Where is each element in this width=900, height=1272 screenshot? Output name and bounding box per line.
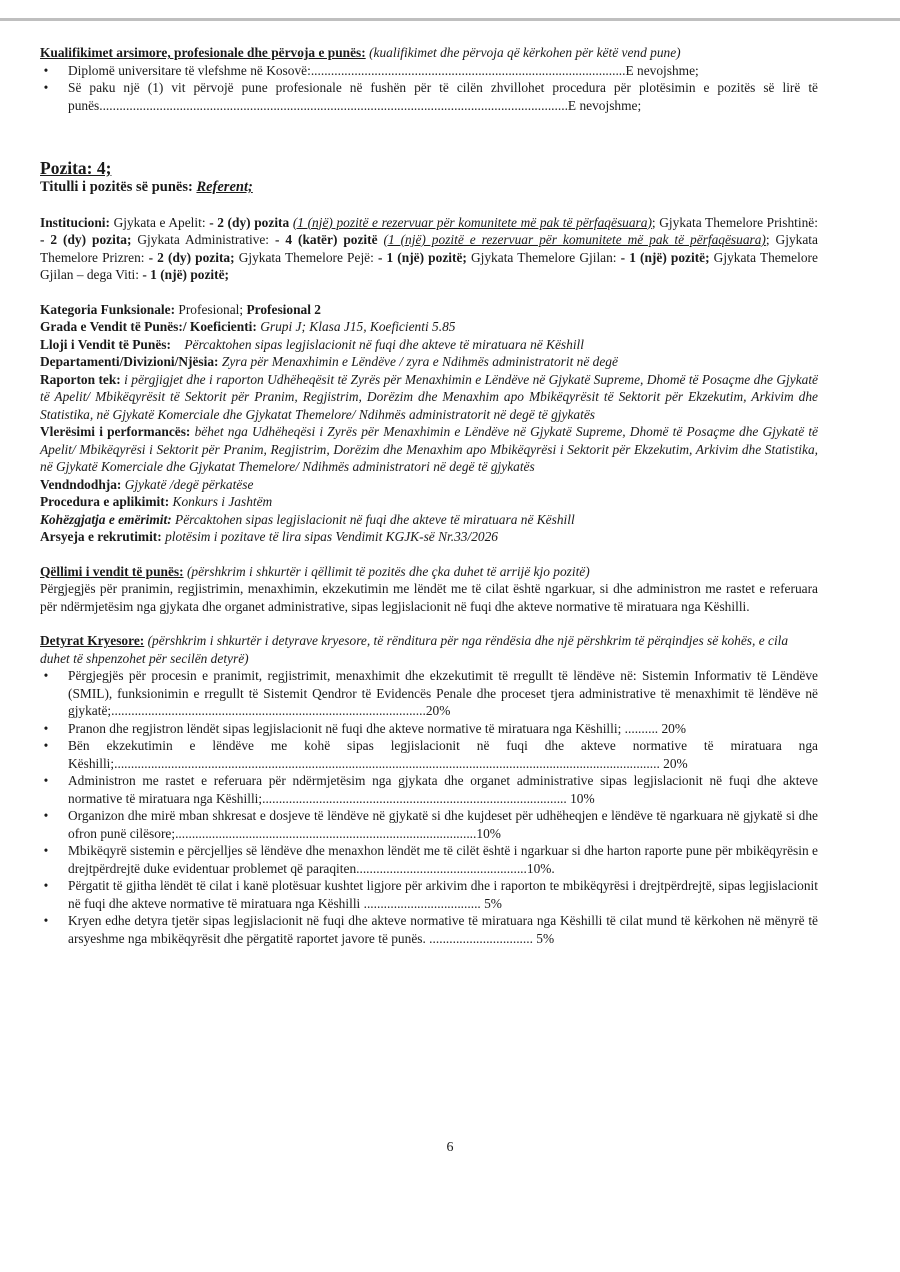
list-item: • Pranon dhe regjistron lëndët sipas legjislacionit në fuqi dhe akteve normative të miratuara nga Këshilli; .......... 20% xyxy=(40,720,818,738)
reason-line: Arsyeja e rekrutimit: plotësim i pozitave të lira sipas Vendimit KGJK-së Nr.33/2026 xyxy=(40,529,498,544)
bullet-icon: • xyxy=(43,878,49,893)
position-number: Pozita: 4; xyxy=(40,158,112,178)
bullet-icon: • xyxy=(43,668,49,683)
institution-paragraph: Institucioni: Gjykata e Apelit: - 2 (dy) pozita (1 (një) pozitë e rezervuar për komunitete më pak të përfaqësuara); Gjykata Themelore Prishtinë: - 2 (dy) pozita; Gjykata Administrative: - 4 (katër) pozitë (1 (një) pozitë e rezervuar për komunitete më pak të përfaqësuara); Gjykata Themelore Prizren: - 2 (dy) pozita; Gjykata Themelore Pejë: - 1 (një) pozitë; Gjykata Themelore Gjilan: - 1 (një) pozitë; Gjykata Themelore Gjilan – dega Viti: - 1 (një) pozitë; xyxy=(40,214,818,282)
list-item: • Diplomë universitare të vlefshme në Kosovë:..............................................................................................E nevojshme; xyxy=(40,62,818,80)
bullet-icon: • xyxy=(43,62,49,78)
list-item: • Së paku një (1) vit përvojë pune profesionale në fushën për të cilën zhvillohet procedura për plotësimin e pozitës së lirë të punës............................................................................................................................................E nevojshme; xyxy=(40,79,818,114)
department-line: Departamenti/Divizioni/Njësia: Zyra për Menaxhimin e Lëndëve / zyra e Ndihmës administratorit në degë xyxy=(40,354,618,369)
duties-list xyxy=(40,667,818,947)
position-title: Titulli i pozitës së punës: Referent; xyxy=(40,179,253,195)
job-type-line: Lloji i Vendit të Punës: Përcaktohen sipas legjislacionit në fuqi dhe akteve të miratuara në Këshill xyxy=(40,336,584,352)
list-item: • Përgjegjës për procesin e pranimit, regjistrimit, menaxhimit dhe ekzekutimit të rregullt të lëndëve në: Sistemin Informativ të Lëndëve (SMIL), funksionimin e rregullt të Sistemit Qendror të Evidencës Penale dhe proceset tjera administrative të menaxhimit të lëndëve në gjykatë;..............................................................................................20% xyxy=(40,667,818,720)
purpose-heading: Qëllimi i vendit të punës: (përshkrim i shkurtër i qëllimit të pozitës dhe çka duhet të arrijë kjo pozitë) xyxy=(40,563,590,579)
bullet-icon: • xyxy=(43,843,49,858)
qualifications-heading: Kualifikimet arsimore, profesionale dhe përvoja e punës: (kualifikimet dhe përvoja që kërkohen për këtë vend pune) xyxy=(40,45,681,60)
grade-line: Grada e Vendit të Punës:/ Koeficienti: Grupi J; Klasa J15, Koeficienti 5.85 xyxy=(40,319,456,334)
page-content xyxy=(40,44,818,947)
duties-heading: Detyrat Kryesore: (përshkrim i shkurtër i detyrave kryesore, të rënditura për nga rëndësia dhe një përshkrim të përqindjes së kohës, e cila duhet të shpenzohet për secilën detyrë) xyxy=(40,633,789,666)
bullet-icon: • xyxy=(43,773,49,788)
bullet-icon: • xyxy=(43,808,49,823)
performance-line: Vlerësimi i performancës: bëhet nga Udhëheqësi i Zyrës për Menaxhimin e Lëndëve në Gjykatë Supreme, Dhomë të Posaçme dhe Gjykatë të Apelit/ Mbikëqyrësi i Sektorit për Pranim, Regjistrim, Dorëzim dhe Menaxhim apo Mbikëqyrësi i Sektorit për Ekzekutim, Arkivim dhe Statistika, në Gjykatë Komerciale dhe Gjykatat Themelore/ Ndihmës administratori në degë të gjykatës xyxy=(40,424,818,474)
location-line: Vendndodhja: Gjykatë /degë përkatëse xyxy=(40,476,254,492)
scan-edge-line xyxy=(0,18,900,21)
bullet-icon: • xyxy=(43,738,49,753)
bullet-icon: • xyxy=(43,80,49,95)
bullet-icon: • xyxy=(43,720,49,736)
list-item: • Mbikëqyrë sistemin e përcjelljes së lëndëve dhe menaxhon lëndët me të cilët është i ngarkuar si dhe harton raporte pune për mbikëqyrësin e drejtpërdrejtë duke evidentuar problemet që paraqiten...................................................10%. xyxy=(40,842,818,877)
page-number: 6 xyxy=(446,1140,454,1155)
qualifications-list xyxy=(40,62,818,115)
purpose-text: Përgjegjës për pranimin, regjistrimin, menaxhimin, ekzekutimin me lëndët me të cilat është ngarkuar, si dhe administron me rastet e referuara për ndërmjetësim nga gjykata dhe organet administrative, sipas legjislacionit në fuqi dhe akteve normative të miratuara nga Këshilli. xyxy=(40,581,818,614)
procedure-line: Procedura e aplikimit: Konkurs i Jashtëm xyxy=(40,494,273,509)
list-item: • Organizon dhe mirë mban shkresat e dosjeve të lëndëve në gjykatë si dhe kujdeset për udhëheqjen e lëndëve të ngarkuara në gjykatë si dhe ofron punë cilësore;..........................................................................................10% xyxy=(40,807,818,842)
bullet-icon: • xyxy=(43,913,49,928)
list-item: • Kryen edhe detyra tjetër sipas legjislacionit në fuqi dhe akteve normative të miratuara nga Këshilli të cilat mund të kërkohen në mënyrë të arsyeshme nga mbikëqyrësit dhe përgatitë raportet javore të punës. ............................... 5% xyxy=(40,912,818,947)
duration-line: Kohëzgjatja e emërimit: Përcaktohen sipas legjislacionit në fuqi dhe akteve të miratuara në Këshill xyxy=(40,511,575,527)
reports-to-line: Raporton tek: i përgjigjet dhe i raporton Udhëheqësit të Zyrës për Menaxhimin e Lëndëve në Gjykatë Supreme, Dhomë të Posaçme dhe Gjykatë të Apelit/ Mbikëqyrësit të Sektorit për Pranim, Regjistrim, Dorëzim dhe Menaxhim apo Mbikëqyrësit të Sektorit për Ekzekutim, Arkivim dhe Statistika, në Gjykatë Komerciale dhe Gjykatat Themelore/ Ndihmës administratorit në degë të gjykatës xyxy=(40,371,818,422)
list-item: • Administron me rastet e referuara për ndërmjetësim nga gjykata dhe organet administrative sipas legjislacionit në fuqi dhe akteve normative të miratuara nga Këshilli;........................................................................................... 10% xyxy=(40,772,818,807)
category-line: Kategoria Funksionale: Profesional; Profesional 2 xyxy=(40,301,321,317)
list-item: • Përgatit të gjitha lëndët të cilat i kanë plotësuar kushtet ligjore për arkivim dhe i raporton te mbikëqyrësi i drejtpërdrejtë, sipas legjislacionit në fuqi dhe akteve normative të miratuara nga Këshilli ................................... 5% xyxy=(40,877,818,912)
list-item: • Bën ekzekutimin e lëndëve me kohë sipas legjislacionit në fuqi dhe akteve normative të miratuara nga Këshilli;................................................................................................................................................................... 20% xyxy=(40,737,818,772)
